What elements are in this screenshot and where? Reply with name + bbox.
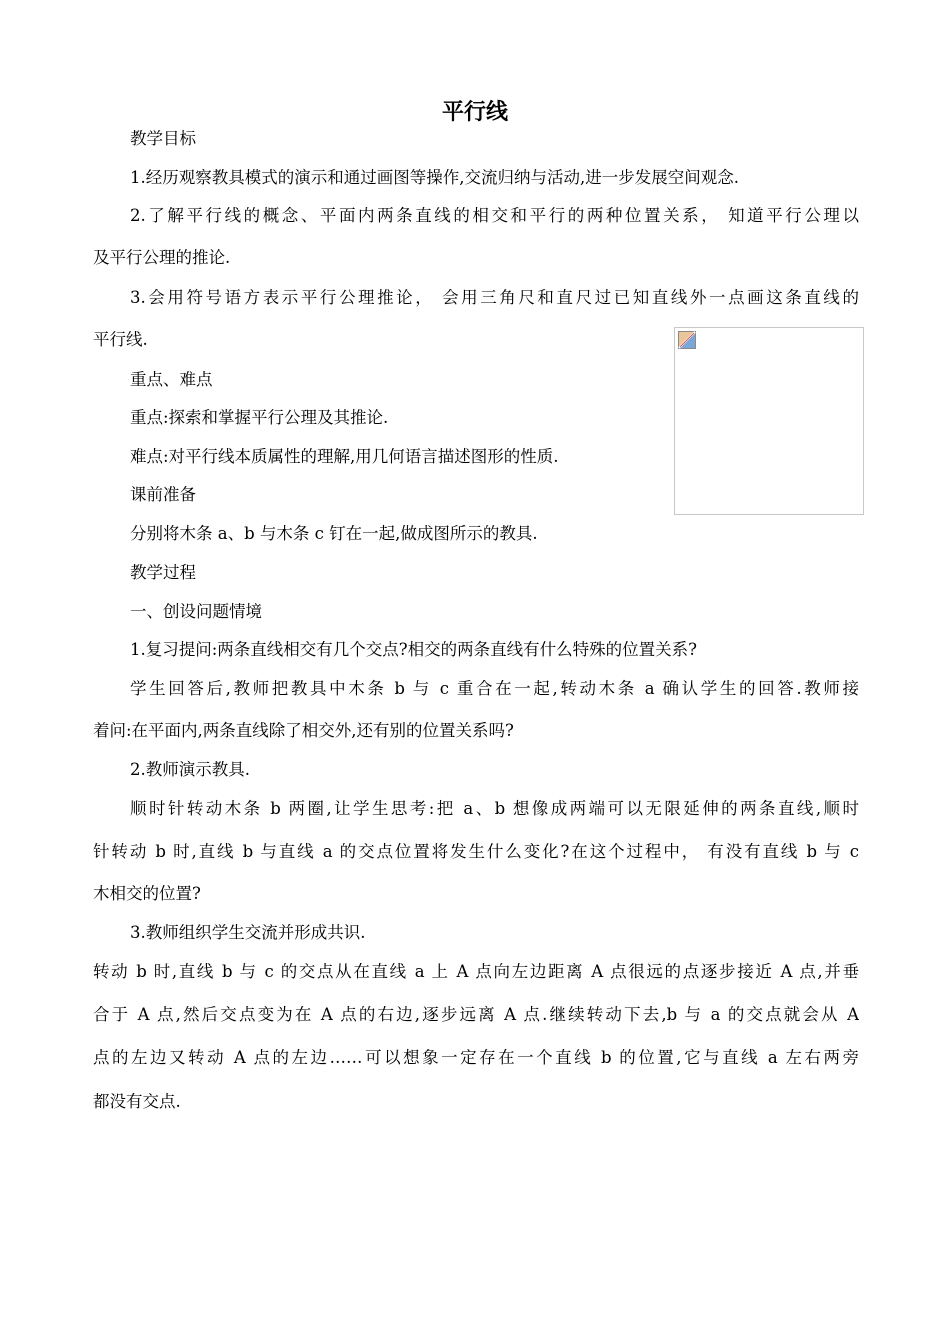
paragraph-line: 2.教师演示教具. bbox=[130, 760, 250, 779]
paragraph-line: 3.会用符号语方表示平行公理推论， 会用三角尺和直尺过已知直线外一点画这条直线的 bbox=[130, 288, 859, 307]
section-heading-objectives: 教学目标 bbox=[130, 129, 196, 148]
paragraph-line: 顺时针转动木条 b 两圈,让学生思考:把 a、b 想像成两端可以无限延伸的两条直线,顺时 bbox=[130, 799, 859, 818]
paragraph-line: 木相交的位置? bbox=[93, 884, 201, 903]
paragraph-line: 2.了解平行线的概念、平面内两条直线的相交和平行的两种位置关系， 知道平行公理以 bbox=[130, 206, 859, 225]
broken-image-icon bbox=[678, 331, 696, 349]
figure-placeholder bbox=[674, 327, 864, 515]
paragraph-line: 学生回答后,教师把教具中木条 b 与 c 重合在一起,转动木条 a 确认学生的回答.教师接 bbox=[130, 679, 859, 698]
paragraph-line: 合于 A 点,然后交点变为在 A 点的右边,逐步远离 A 点.继续转动下去,b 与 a 的交点就会从 A bbox=[93, 1005, 859, 1024]
page-title: 平行线 bbox=[441, 100, 508, 125]
paragraph-line: 重点:探索和掌握平行公理及其推论. bbox=[130, 408, 389, 427]
paragraph-line: 平行线. bbox=[93, 330, 148, 349]
paragraph-line: 都没有交点. bbox=[93, 1092, 181, 1111]
paragraph-line: 3.教师组织学生交流并形成共识. bbox=[130, 923, 366, 942]
paragraph-line: 分别将木条 a、b 与木条 c 钉在一起,做成图所示的教具. bbox=[130, 524, 538, 543]
section-heading-key-points: 重点、难点 bbox=[130, 370, 213, 389]
paragraph-line: 难点:对平行线本质属性的理解,用几何语言描述图形的性质. bbox=[130, 447, 559, 466]
section-heading-preparation: 课前准备 bbox=[130, 485, 196, 504]
paragraph-line: 1.经历观察教具模式的演示和通过画图等操作,交流归纳与活动,进一步发展空间观念. bbox=[130, 168, 739, 187]
paragraph-line: 针转动 b 时,直线 b 与直线 a 的交点位置将发生什么变化?在这个过程中， 有没有直线 b 与 c bbox=[93, 842, 859, 861]
section-heading-situation: 一、创设问题情境 bbox=[130, 602, 262, 621]
paragraph-line: 着问:在平面内,两条直线除了相交外,还有别的位置关系吗? bbox=[93, 721, 514, 740]
paragraph-line: 及平行公理的推论. bbox=[93, 248, 231, 267]
paragraph-line: 点的左边又转动 A 点的左边……可以想象一定存在一个直线 b 的位置,它与直线 a 左右两旁 bbox=[93, 1048, 859, 1067]
section-heading-process: 教学过程 bbox=[130, 563, 196, 582]
paragraph-line: 转动 b 时,直线 b 与 c 的交点从在直线 a 上 A 点向左边距离 A 点很远的点逐步接近 A 点,并垂 bbox=[93, 962, 859, 981]
paragraph-line: 1.复习提问:两条直线相交有几个交点?相交的两条直线有什么特殊的位置关系? bbox=[130, 640, 697, 659]
